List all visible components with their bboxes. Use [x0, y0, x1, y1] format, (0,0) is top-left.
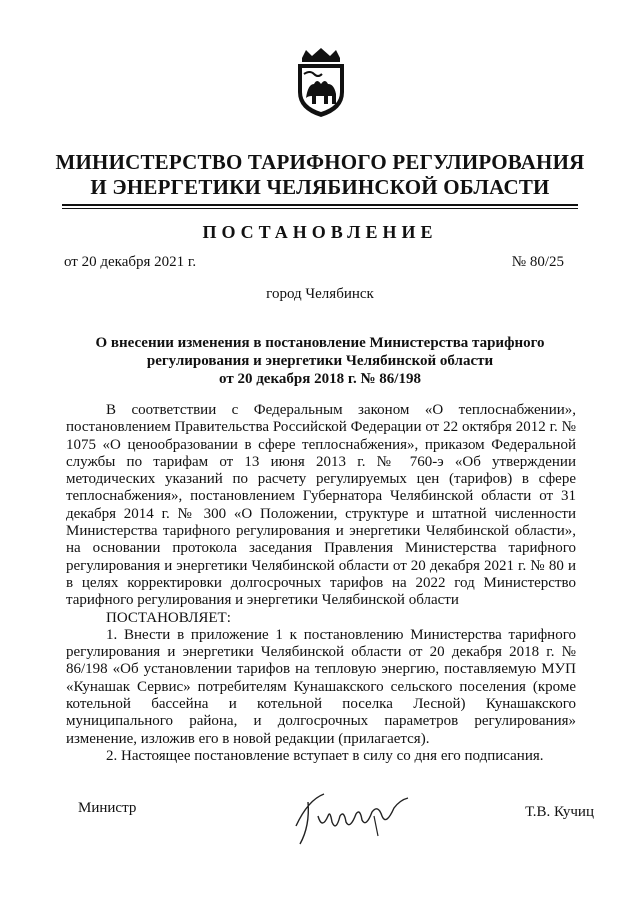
signature-icon [278, 786, 418, 848]
document-title [70, 334, 570, 388]
item-2-paragraph: 2. Настоящее постановление вступает в силу со дня его подписания. [106, 747, 544, 764]
header-divider [62, 204, 578, 206]
ministry-name-line1: МИНИСТЕРСТВО ТАРИФНОГО РЕГУЛИРОВАНИЯ [55, 150, 585, 174]
preamble-paragraph: В соответствии с Федеральным законом «О теплоснабжении», постановлением Правительства Российской Федерации от 22 октября 2012 г. № 1075 «О ценообразовании в сфере теплоснабжения», приказом Федеральной службы по тарифам от 13 июня 2013 г. № 760-э «Об утверждении методических указаний по расчету регулируемых цен (тарифов) в сфере теплоснабжения», постановлением Губернатора Челябинской области от 31 декабря 2014 г. № 300 «О Положении, структуре и штатной численности Министерства тарифного регулирования и энергетики Челябинской области», на основании протокола заседания Правления Министерства тарифного регулирования и энергетики Челябинской области от 20 декабря 2021 г. № 80 и в целях корректировки долгосрочных тарифов на 2022 год Министерство тарифного регулирования и энергетики Челябинской области [66, 402, 576, 609]
title-line3: от 20 декабря 2018 г. № 86/198 [219, 371, 421, 387]
signer-name: Т.В. Кучиц [525, 804, 594, 820]
ministry-name [40, 150, 600, 200]
signer-position: Министр [78, 800, 137, 816]
document-type: ПОСТАНОВЛЕНИЕ [202, 222, 438, 242]
document-number: № 80/25 [511, 254, 564, 270]
document-date: от 20 декабря 2021 г. [64, 254, 197, 270]
title-line2: регулирования и энергетики Челябинской области [146, 353, 494, 369]
item-1-paragraph: 1. Внести в приложение 1 к постановлению Министерства тарифного регулирования и энергетики Челябинской области от 20 декабря 2018 г. № 86/198 «Об установлении тарифов на тепловую энергию, поставляемую МУП «Кунашак Сервис» потребителям Кунашакского сельского поселения (кроме котельной бассейна и котельной поселка Лесной) Кунашакского муниципального района, и долгосрочных параметров регулирования» изменение, изложив его в новой редакции (прилагается). [66, 626, 576, 747]
coat-of-arms-icon [292, 48, 350, 118]
decree-word: ПОСТАНОВЛЯЕТ: [106, 609, 231, 626]
document-body [66, 402, 576, 765]
header-divider-thin [62, 208, 578, 209]
document-city: город Челябинск [266, 286, 374, 302]
ministry-name-line2: И ЭНЕРГЕТИКИ ЧЕЛЯБИНСКОЙ ОБЛАСТИ [90, 175, 550, 199]
title-line1: О внесении изменения в постановление Министерства тарифного [95, 335, 545, 351]
